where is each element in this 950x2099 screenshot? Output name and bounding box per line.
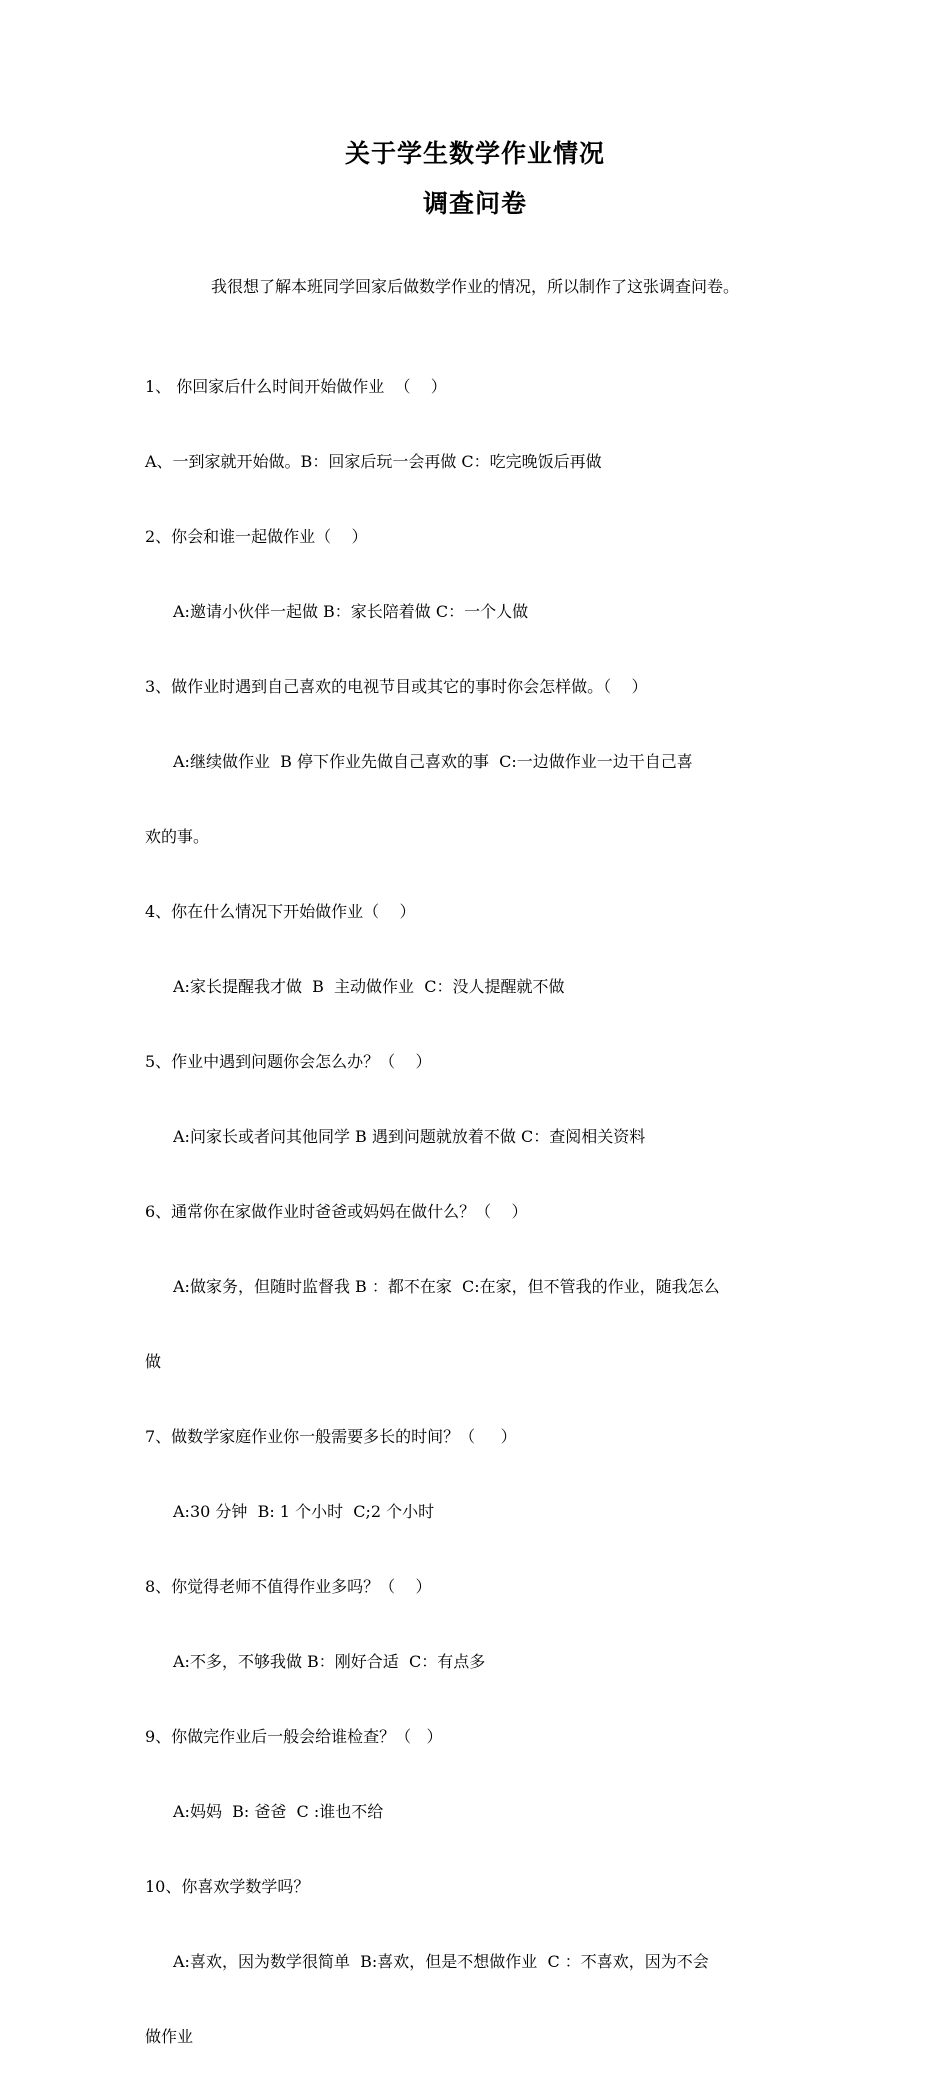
option-line: A:家长提醒我才做 B 主动做作业 C：没人提醒就不做 (173, 977, 565, 996)
option-line: A:喜欢，因为数学很简单 B:喜欢，但是不想做作业 C ：不喜欢，因为不会 (173, 1952, 709, 1971)
question-line: 7、做数学家庭作业你一般需要多长的时间？（ ） (145, 1427, 517, 1446)
question-line: 9、你做完作业后一般会给谁检查？（ ） (145, 1727, 443, 1746)
option-line-continued: 欢的事。 (145, 827, 210, 846)
option-line: A:30 分钟 B: 1 个小时 C;2 个小时 (173, 1502, 435, 1521)
option-line-continued: 做 (145, 1352, 162, 1371)
question-line: 8、你觉得老师不值得作业多吗？（ ） (145, 1577, 432, 1596)
intro-paragraph: 我很想了解本班同学回家后做数学作业的情况，所以制作了这张调查问卷。 (210, 277, 739, 296)
option-line: A:继续做作业 B 停下作业先做自己喜欢的事 C:一边做作业一边干自己喜 (173, 752, 693, 771)
question-line: 4、你在什么情况下开始做作业（ ） (145, 902, 416, 921)
question-line: 5、作业中遇到问题你会怎么办？（ ） (145, 1052, 432, 1071)
option-line-continued: 做作业 (145, 2027, 194, 2046)
question-line: 2、你会和谁一起做作业（ ） (145, 527, 368, 546)
title-line-1: 关于学生数学作业情况 (344, 139, 605, 168)
title-line-2: 调查问卷 (422, 189, 527, 218)
option-line: A:做家务，但随时监督我 B ：都不在家 C:在家，但不管我的作业，随我怎么 (173, 1277, 720, 1296)
question-list (145, 324, 810, 2099)
question-line: 6、通常你在家做作业时爸爸或妈妈在做什么？（ ） (145, 1202, 528, 1221)
question-line: 1、 你回家后什么时间开始做作业 （ ） (145, 377, 447, 396)
question-line: 10、你喜欢学数学吗？ (145, 1877, 310, 1896)
option-line: A:不多，不够我做 B：刚好合适 C：有点多 (173, 1652, 486, 1671)
option-line: A:妈妈 B: 爸爸 C :谁也不给 (173, 1802, 384, 1821)
question-line: 3、做作业时遇到自己喜欢的电视节目或其它的事时你会怎样做。（ ） (145, 677, 648, 696)
option-line: A:问家长或者问其他同学 B 遇到问题就放着不做 C：查阅相关资料 (173, 1127, 646, 1146)
option-line: A:邀请小伙伴一起做 B：家长陪着做 C：一个人做 (173, 602, 529, 621)
option-line: A、一到家就开始做。B：回家后玩一会再做 C：吃完晚饭后再做 (145, 452, 602, 471)
